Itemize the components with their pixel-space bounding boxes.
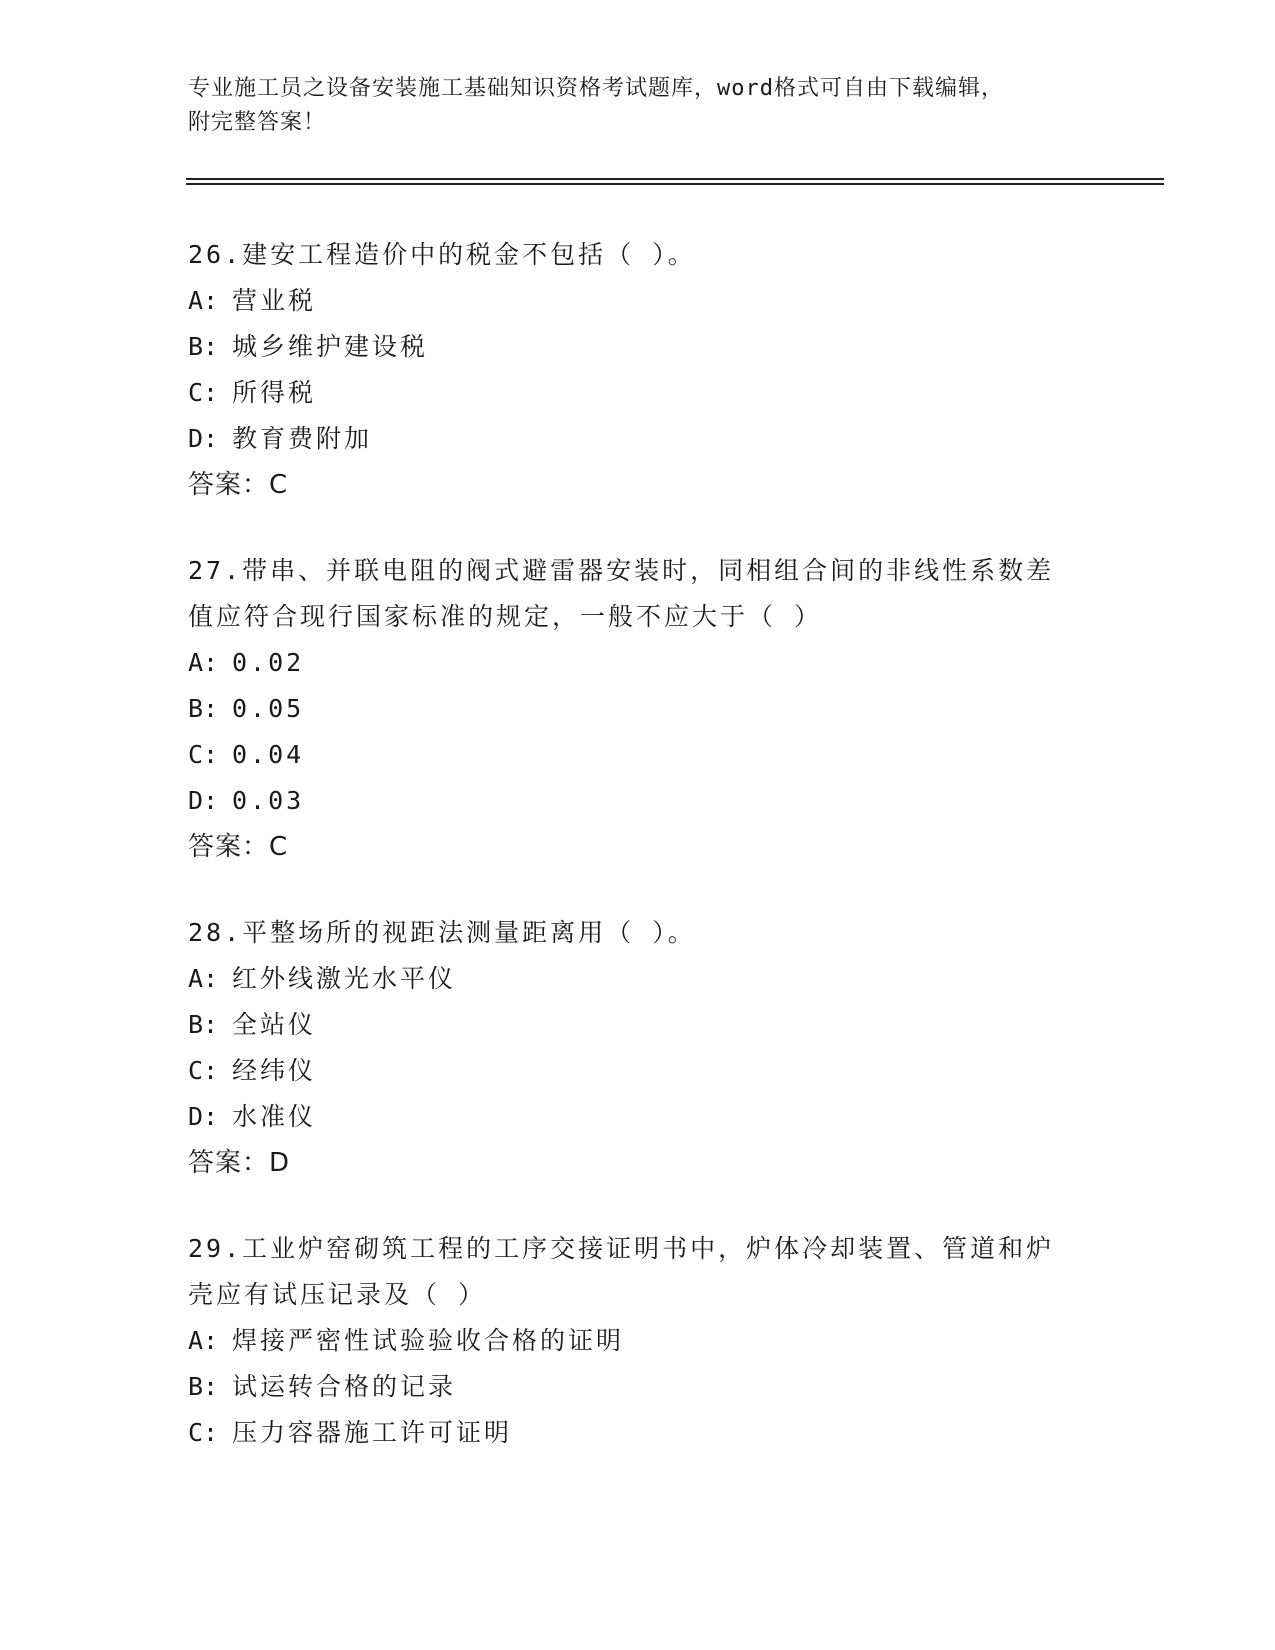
option-text: 0.02	[232, 648, 305, 677]
answer-line: 答案：D	[188, 1148, 291, 1178]
question-text-continued: 值应符合现行国家标准的规定，一般不应大于（ ）	[188, 602, 823, 631]
option-letter: D:	[188, 424, 219, 453]
answer-line: 答案：C	[188, 470, 289, 500]
header-line-2: 附完整答案！	[188, 110, 327, 135]
option-text: 试运转合格的记录	[232, 1372, 457, 1401]
option-b	[188, 1002, 1088, 1048]
option-letter: A:	[188, 648, 219, 677]
question-27	[188, 548, 1088, 870]
option-text: 0.05	[232, 694, 305, 723]
option-letter: B:	[188, 332, 219, 361]
option-b	[188, 686, 1088, 732]
option-text: 营业税	[232, 286, 317, 315]
option-letter: A:	[188, 286, 219, 315]
option-c	[188, 732, 1088, 778]
option-text: 焊接严密性试验验收合格的证明	[232, 1326, 625, 1355]
option-letter: B:	[188, 694, 219, 723]
option-c	[188, 370, 1088, 416]
header-line-1: 专业施工员之设备安装施工基础知识资格考试题库，word格式可自由下载编辑，	[188, 76, 1004, 101]
option-a	[188, 640, 1088, 686]
option-text: 压力容器施工许可证明	[232, 1418, 513, 1447]
option-letter: C:	[188, 378, 219, 407]
option-c	[188, 1048, 1088, 1094]
option-letter: B:	[188, 1372, 219, 1401]
option-d	[188, 1094, 1088, 1140]
option-b	[188, 1364, 1088, 1410]
question-text: 27.带串、并联电阻的阀式避雷器安装时，同相组合间的非线性系数差	[188, 556, 1055, 585]
question-text: 28.平整场所的视距法测量距离用（ ）。	[188, 918, 696, 947]
document-header	[188, 72, 1088, 140]
option-letter: D:	[188, 1102, 219, 1131]
option-text: 红外线激光水平仪	[232, 964, 457, 993]
option-a	[188, 1318, 1088, 1364]
option-text: 0.04	[232, 740, 305, 769]
option-letter: A:	[188, 964, 219, 993]
option-b	[188, 324, 1088, 370]
question-text-continued: 壳应有试压记录及（ ）	[188, 1280, 487, 1309]
option-letter: D:	[188, 786, 219, 815]
option-text: 教育费附加	[232, 424, 373, 453]
option-text: 水准仪	[232, 1102, 317, 1131]
option-letter: B:	[188, 1010, 219, 1039]
option-text: 城乡维护建设税	[232, 332, 429, 361]
option-c	[188, 1410, 1088, 1456]
option-d	[188, 778, 1088, 824]
option-text: 0.03	[232, 786, 305, 815]
answer-line: 答案：C	[188, 832, 289, 862]
question-text: 26.建安工程造价中的税金不包括（ ）。	[188, 240, 696, 269]
question-list	[188, 232, 1088, 1496]
option-d	[188, 416, 1088, 462]
question-text: 29.工业炉窑砌筑工程的工序交接证明书中，炉体冷却装置、管道和炉	[188, 1234, 1055, 1263]
option-letter: C:	[188, 1418, 219, 1447]
option-letter: C:	[188, 1056, 219, 1085]
option-a	[188, 278, 1088, 324]
question-26	[188, 232, 1088, 508]
header-divider-bottom	[186, 183, 1164, 185]
header-divider-top	[186, 178, 1164, 180]
option-text: 经纬仪	[232, 1056, 317, 1085]
option-text: 所得税	[232, 378, 317, 407]
option-letter: C:	[188, 740, 219, 769]
option-a	[188, 956, 1088, 1002]
question-28	[188, 910, 1088, 1186]
option-text: 全站仪	[232, 1010, 317, 1039]
question-29	[188, 1226, 1088, 1456]
option-letter: A:	[188, 1326, 219, 1355]
